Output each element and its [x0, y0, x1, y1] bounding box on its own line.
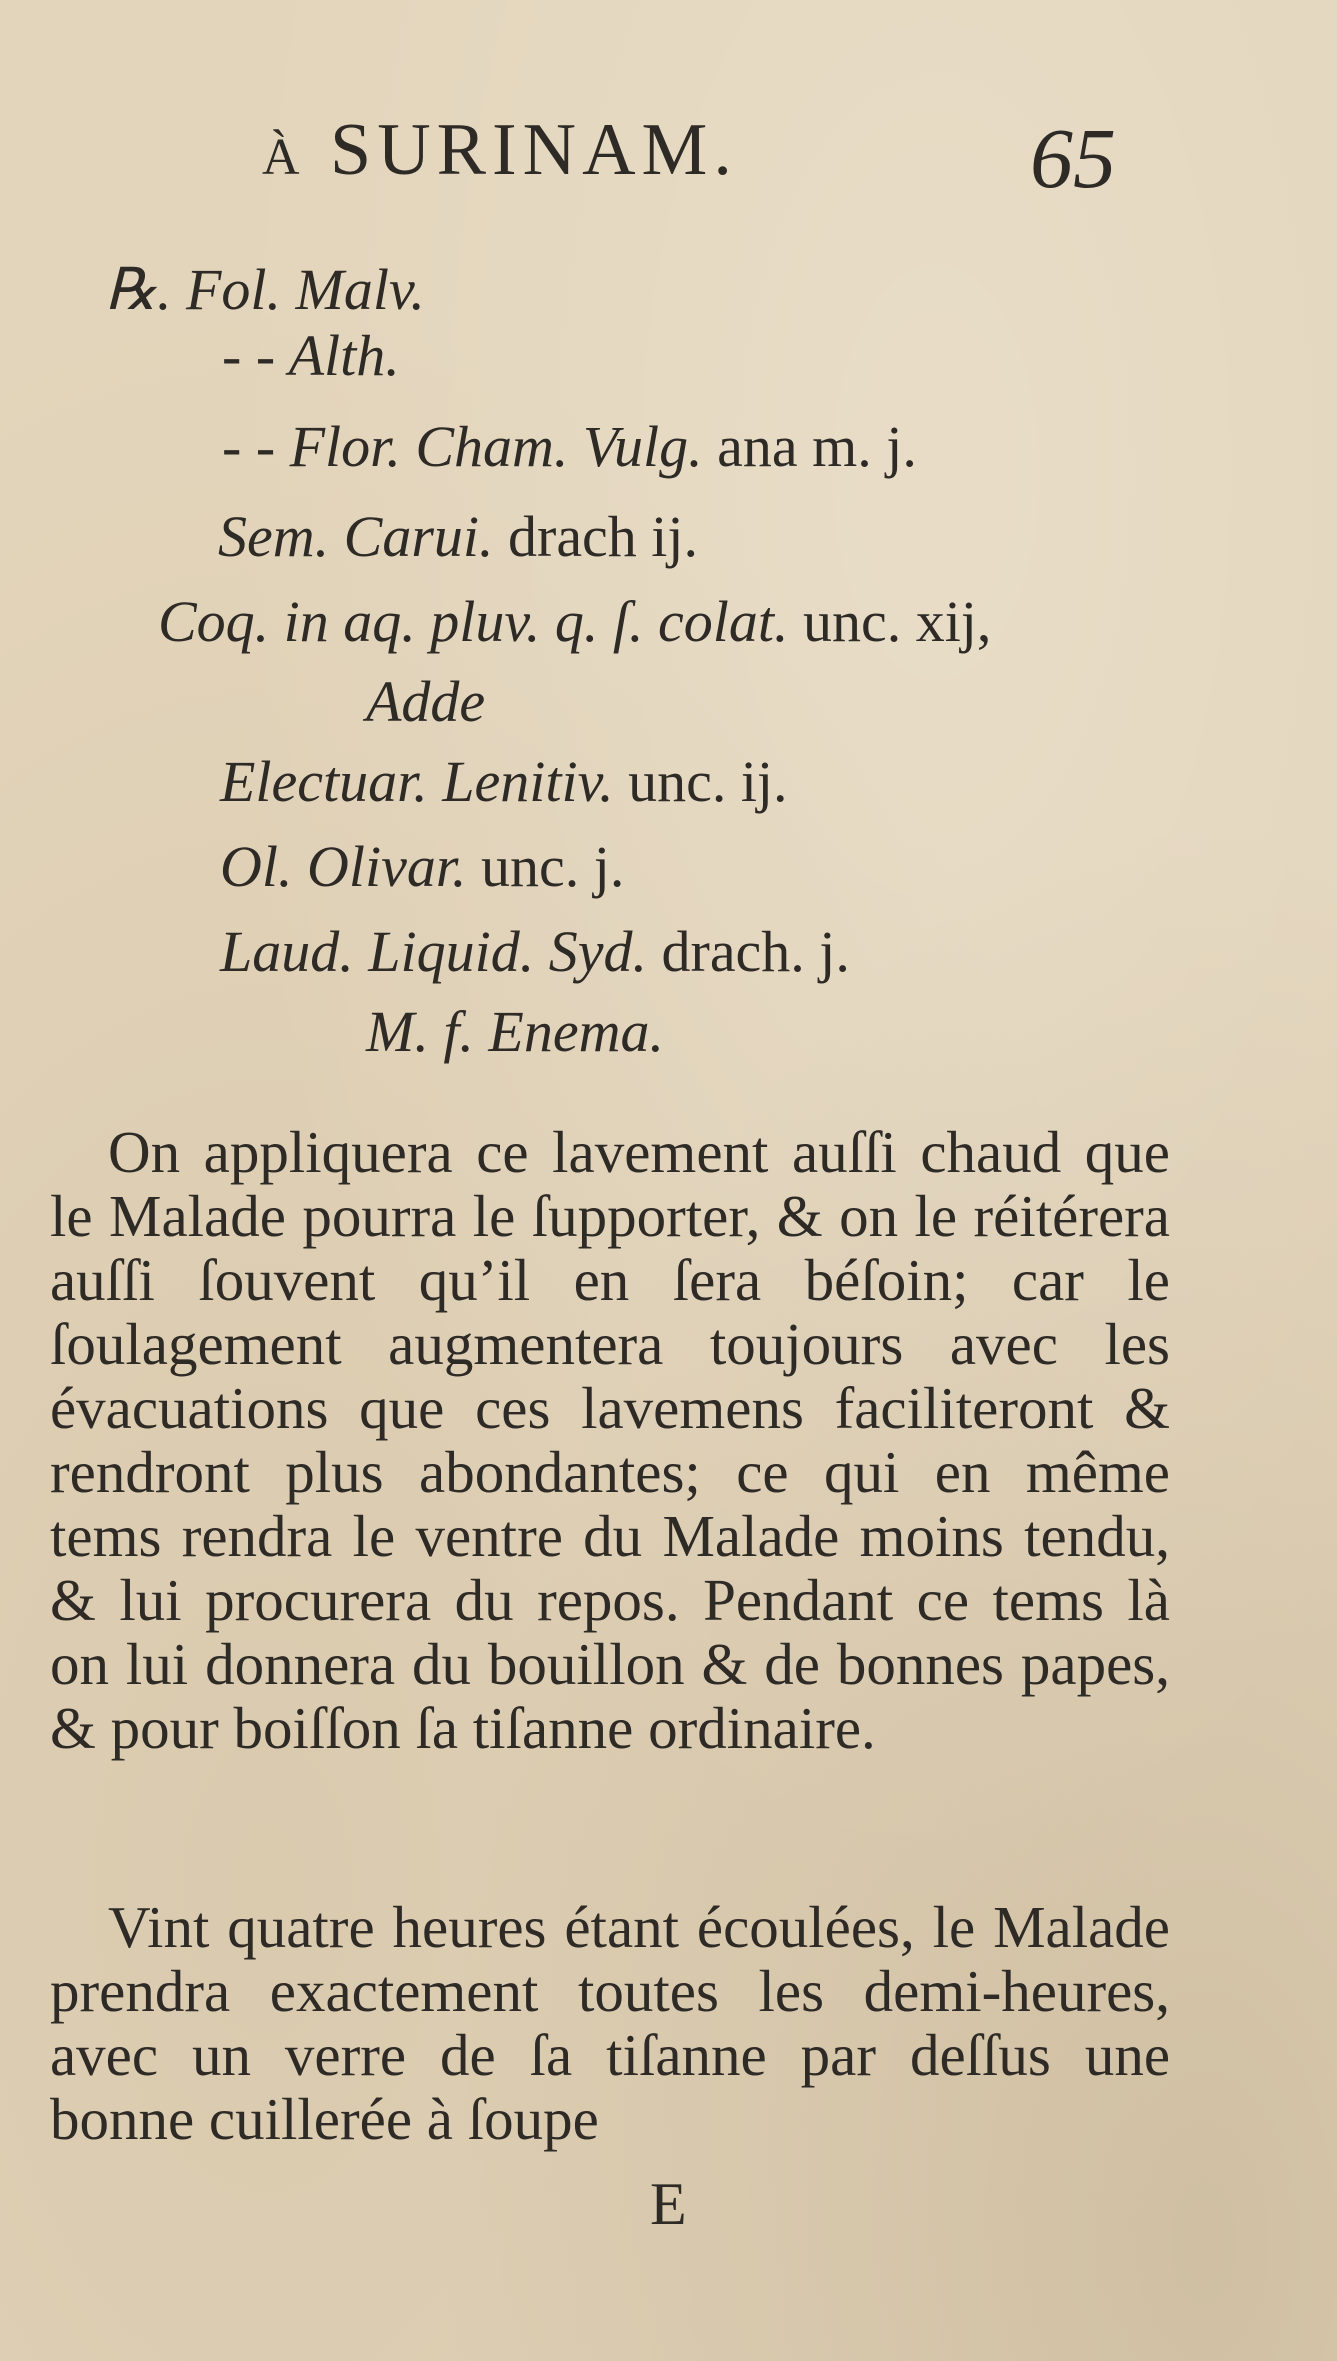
- prescription-line: Electuar. Lenitiv. unc. ij.: [220, 749, 788, 814]
- prescription-line: - - Alth.: [222, 323, 400, 388]
- signature-mark: E: [650, 2171, 687, 2237]
- prescription-line: Sem. Carui. drach ij.: [218, 504, 699, 569]
- prescription-line: Adde: [366, 669, 486, 734]
- prescription-line: ℞. Fol. Malv.: [105, 257, 425, 322]
- prescription-line: - - Flor. Cham. Vulg. ana m. j.: [222, 414, 917, 479]
- prescription-line: Ol. Olivar. unc. j.: [220, 834, 625, 899]
- paragraph: On appliquera ce lavement auſſi chaud que le Malade pourra le ſupporter, & on le réitérera auſſi ſouvent qu’il en ſera béſoin; car le ſoulagement augmentera toujours avec les évacuations que ces lavemens faciliteront & rendront plus abondantes; ce qui en même tems rendra le ventre du Malade moins tendu, & lui procurera du repos. Pendant ce tems là on lui donnera du bouillon & de bonnes papes, & pour boiſſon ſa tiſanne ordinaire.: [50, 1119, 1170, 1761]
- prescription-line: Laud. Liquid. Syd. drach. j.: [220, 919, 850, 984]
- paragraph: Vint quatre heures étant écoulées, le Malade prendra exactement toutes les demi-heures, avec un verre de ſa tiſanne par deſſus une bonne cuillerée à ſoupe: [50, 1894, 1170, 2152]
- page-header: [0, 108, 1337, 218]
- running-head: à SURINAM.: [262, 109, 738, 191]
- page-number: 65: [1030, 110, 1116, 206]
- prescription-line: M. f. Enema.: [366, 999, 664, 1064]
- prescription-line: Coq. in aq. pluv. q. ſ. colat. unc. xij,: [158, 589, 992, 654]
